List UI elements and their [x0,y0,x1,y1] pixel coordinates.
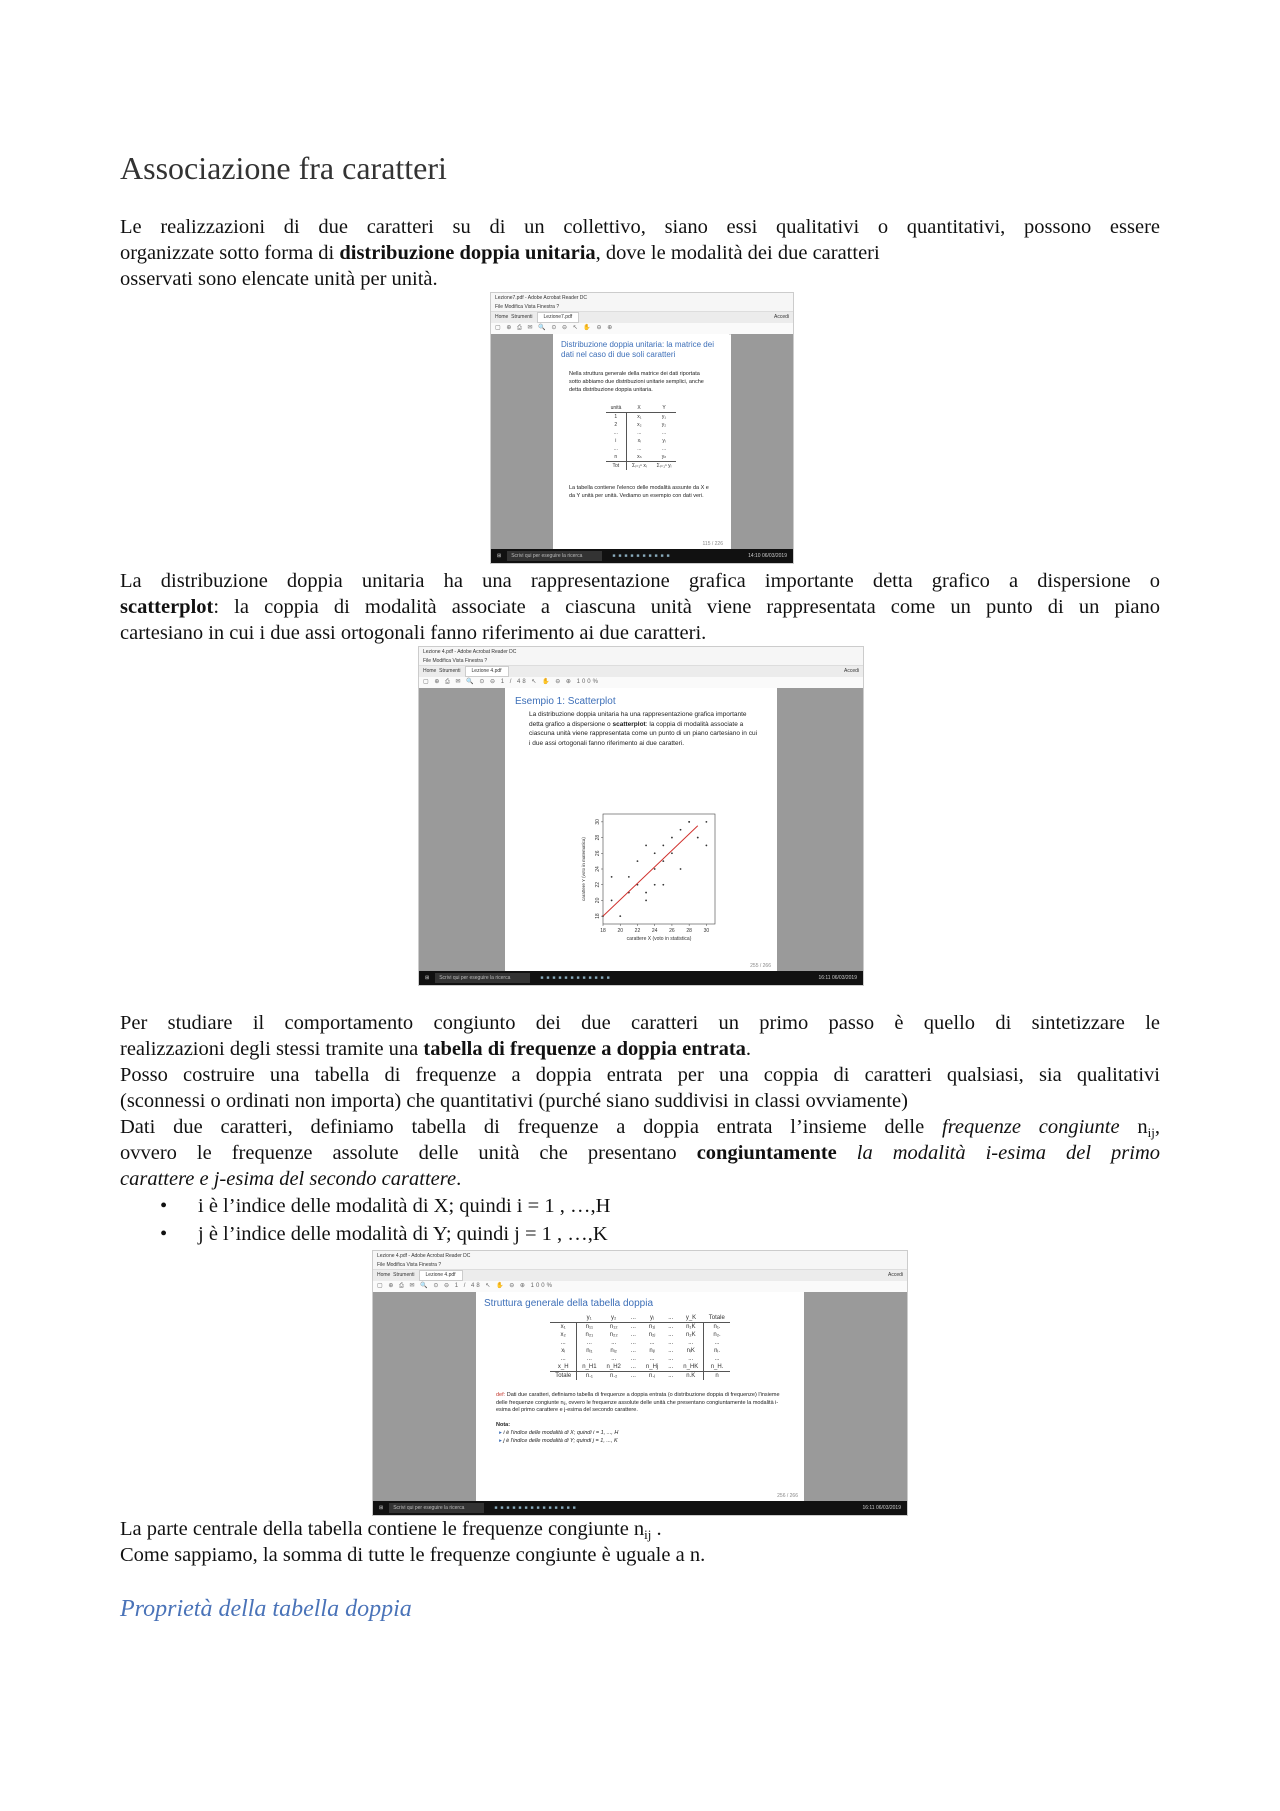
tab-document: Lezione 4.pdf [465,666,509,677]
taskbar-search: Scrivi qui per eseguire la ricerca [507,551,602,561]
cell: nᵢ₁ [586,1348,593,1354]
list-item [160,1192,610,1220]
cell: ... [606,445,627,453]
table-row [550,1355,730,1363]
y-tick-label: 18 [595,913,601,919]
bold-term: tabella di frequenze a doppia entrata [423,1038,746,1060]
scatter-point [654,852,656,854]
cell: x₂ [550,1331,577,1339]
cell: n₁K [678,1323,704,1332]
cell: ... [714,1356,720,1362]
tab-bar [491,311,793,323]
cell: n.K [678,1372,704,1381]
col-header [550,1314,577,1323]
col-header: ... [626,1314,641,1323]
x-tick-label: 20 [617,928,624,934]
note-label: Nota: [496,1421,511,1428]
side-panel-right [731,334,793,549]
cell: Σᵢ₌₁ⁿ yᵢ [652,462,677,471]
cell: n [606,453,627,462]
cell: ... [611,1356,617,1362]
col-header: Y [652,404,677,413]
side-panel-right [804,1292,907,1501]
scatter-point [645,900,647,902]
taskbar-search: Scrivi qui per eseguire la ricerca [389,1503,484,1513]
triangle-bullet-icon: ▸ [499,1437,502,1444]
page-number: 256 / 266 [777,1493,798,1499]
col-header: y₁ [577,1314,602,1323]
x-tick-label: 28 [686,928,692,934]
table-row [550,1331,730,1339]
taskbar-app-icons: ■■■■■■■■■■■■■■ [494,1505,579,1511]
clock: 16:11 06/03/2019 [818,975,857,981]
cell: n₂₂ [609,1332,618,1338]
cell: ... [550,1339,577,1347]
scatter-point [662,884,664,886]
taskbar-search: Scrivi qui per eseguire la ricerca [435,973,530,983]
col-header: unità [606,404,627,413]
table-row [550,1323,730,1332]
side-panel-left [491,334,553,549]
table-row [550,1347,730,1355]
cell: n.₁ [577,1372,602,1381]
window-title: Lezione 4.pdf - Adobe Acrobat Reader DC [373,1251,907,1261]
toolbar: ▢ ⊕ ⎙ ✉ 🔍 ⊙ ⊖ 1 / 48 ↖ ✋ ⊖ ⊕ 100% [373,1281,907,1293]
cell: ... [663,1372,678,1381]
scatter-point [645,845,647,847]
bold-term: congiuntamente [696,1142,837,1164]
cell: i [606,437,627,445]
x-tick-label: 26 [669,928,675,934]
cell: ... [668,1332,674,1338]
cell: ... [630,1348,636,1354]
scatter-point [637,860,639,862]
cell: ... [678,1355,704,1363]
x-tick-label: 30 [703,928,710,934]
cell: n₂K [678,1331,704,1339]
cell: nᵢⱼ [649,1348,655,1354]
double-entry-table [550,1314,730,1380]
x-tick-label: 22 [634,928,641,934]
text-run: La parte centrale della tabella contiene le frequenze congiunte n [120,1518,645,1540]
cell: Totale [550,1372,577,1381]
col-header: X [626,404,651,413]
cell: ... [678,1339,704,1347]
cell: ... [714,1340,720,1346]
window-title: Lezione 4.pdf - Adobe Acrobat Reader DC [419,647,863,657]
text-run: ovvero le frequenze assolute delle unità che presentano [120,1142,697,1164]
menu-bar: File Modifica Vista Finestra ? [491,303,793,311]
note-item: j è l'indice delle modalità di Y; quindi j = 1, ..., K [503,1437,618,1444]
bullet-mark: • [160,1223,168,1245]
cell: ... [668,1356,674,1362]
cell: ... [606,429,627,437]
text-line: osservati sono elencate unità per unità. [120,268,438,290]
cell: ... [630,1364,636,1370]
cell: n₂₁ [585,1332,594,1338]
taskbar [373,1501,907,1515]
triangle-bullet-icon: ▸ [499,1429,502,1436]
cell: ... [661,446,667,452]
def-label: def: [496,1392,506,1398]
clock: 14:10 06/03/2019 [748,553,787,559]
text-run: La distribuzione doppia unitaria ha una rappresentazione grafica importante detta grafico a dispersione o [529,711,747,728]
cell: yₙ [661,454,667,460]
text-run: . [456,1168,462,1190]
tab-document: Lezione 4.pdf [419,1270,463,1281]
y-tick-label: 26 [595,850,601,857]
cell: Σᵢ₌₁ⁿ xᵢ [626,462,651,471]
toolbar: ▢ ⊕ ⎙ ✉ 🔍 ⊙ ⊖ ↖ ✋ ⊖ ⊕ [491,323,793,335]
text-run: Dati due caratteri, definiamo tabella di frequenze a doppia entrata l’insieme delle [120,1116,942,1138]
cell: ... [630,1324,636,1330]
col-header: y_K [678,1314,704,1323]
x-tick-label: 24 [651,928,658,934]
col-header: Totale [704,1314,730,1323]
cell: ... [630,1356,636,1362]
scatter-point [611,900,613,902]
tab-home: Home [377,1272,391,1278]
page-number: 115 / 226 [702,541,723,547]
cell: n.₂ [602,1372,626,1381]
cell: ... [550,1355,577,1363]
text-line: (sconnessi o ordinati non importa) che quantitativi (purché siano suddivisi in classi ovviamente) [120,1090,908,1112]
x-axis-label: carattere X (voto in statistica) [626,936,692,942]
scatter-point [705,845,707,847]
slide [505,688,777,971]
side-panel-left [419,688,505,971]
tab-tools: Strumenti [511,314,533,320]
list-item [160,1220,610,1248]
italic-term: frequenze congiunte [942,1116,1120,1138]
text-line [120,1166,1160,1192]
clock: 16:11 06/03/2019 [862,1505,901,1511]
slide-title: Struttura generale della tabella doppia [484,1298,654,1309]
scatter-chart [575,806,725,956]
scatter-point [680,829,682,831]
note [496,1421,786,1445]
cell: ... [626,1372,641,1381]
text-run: , [1154,1116,1160,1138]
section-heading: Proprietà della tabella doppia [120,1596,412,1622]
scatter-point [688,821,690,823]
cell: ... [637,430,642,436]
cell: 1 [606,413,627,422]
scatter-point [662,860,664,862]
bold-term: scatterplot [120,596,214,618]
slide [476,1292,804,1501]
col-header: yⱼ [641,1314,663,1323]
scatter-point [671,837,673,839]
list-item-text: i è l’indice delle modalità di X; quindi i = 1 , …,H [198,1195,611,1217]
table-body [550,1323,730,1381]
y-tick-label: 20 [595,897,601,904]
scatter-point [654,868,656,870]
taskbar [419,971,863,985]
slide-title: Distribuzione doppia unitaria: la matrice dei dati nel caso di due soli caratteri [561,340,714,359]
slide-text: La tabella contiene l'elenco delle modalità assunte da X e da Y unità per unità. Vediamo un esempio con dati veri. [569,485,709,499]
tab-document: Lezione7.pdf [537,312,580,323]
text-line [120,1036,1160,1062]
trend-line [603,826,698,916]
cell: n_HK [678,1363,704,1372]
cell: n₁₁ [585,1324,594,1330]
side-panel-right [777,688,863,971]
cell: x₁ [637,414,642,420]
cell: n_H2 [606,1364,621,1370]
y-tick-label: 22 [595,881,601,888]
text-run: . [651,1518,662,1540]
plot-frame [603,814,715,924]
screenshot-double-table [372,1250,908,1516]
cell: ... [611,1340,617,1346]
bullet-mark: • [160,1195,168,1217]
closing-paragraph [120,1516,1160,1568]
cell: ... [668,1364,674,1370]
text-line: Posso costruire una tabella di frequenze a doppia entrata per una coppia di caratteri qualsiasi, sia qualitativi [120,1064,1160,1086]
bullet-list [160,1192,610,1248]
cell: x₂ [637,422,642,428]
cell: 2 [606,421,627,429]
taskbar-app-icons: ■■■■■■■■■■ [612,553,673,559]
slide-text [529,710,757,748]
text-run: , dove le modalità dei due caratteri [595,242,880,264]
list-item-text: j è l’indice delle modalità di Y; quindi j = 1 , …,K [198,1223,608,1245]
cell: n₂. [713,1332,721,1338]
y-tick-label: 24 [595,866,601,872]
x-tick-label: 18 [600,928,606,934]
page-number: 255 / 266 [750,963,771,969]
scatter-point [671,852,673,854]
cell: y₂ [661,422,667,428]
page-title: Associazione fra caratteri [120,150,447,186]
col-header: ... [663,1314,678,1323]
cell: n₁. [713,1324,721,1330]
tab-bar [373,1269,907,1281]
italic-term: la modalità i-esima del primo [836,1142,1160,1164]
tab-tools: Strumenti [439,668,461,674]
text-run: organizzate sotto forma di [120,242,340,264]
taskbar [491,549,793,563]
windows-icon: ⊞ [425,975,430,981]
cell: yᵢ [662,438,666,444]
table-row [550,1372,730,1381]
y-tick-label: 30 [595,819,601,825]
text-run: : la coppia di modalità associate a ciascuna unità viene rappresentata come un punto di un piano cartesiano in cui i due assi ortogonali fanno riferimento ai due caratteri. [529,720,758,747]
cell: n [704,1372,730,1381]
cell: ... [649,1340,655,1346]
side-panel-left [373,1292,476,1501]
text-line [120,1114,1160,1140]
text-line: La distribuzione doppia unitaria ha una rappresentazione grafica importante detta grafico a dispersione o [120,570,1160,592]
cell: xₙ [637,454,642,460]
subscript: ij [1147,1125,1155,1140]
slide [553,334,729,549]
cell: xᵢ [637,438,641,444]
text-run: . [745,1038,752,1060]
scatter-point [662,845,664,847]
scatter-point [654,884,656,886]
cell: y₁ [661,414,667,420]
text-run: : la coppia di modalità associate a ciascuna unità viene rappresentata come un punto di un piano [213,596,1160,618]
text-line [120,594,1160,620]
scatter-point [611,876,613,878]
slide-title: Esempio 1: Scatterplot [515,696,616,707]
cell: n_Hj [645,1364,659,1370]
cell: xᵢ [550,1347,577,1355]
scatter-point [619,915,621,917]
cell: Tot [606,462,627,471]
table-row [550,1339,730,1347]
taskbar-app-icons: ■■■■■■■■■■■■ [540,975,613,981]
bold-term: distribuzione doppia unitaria [339,242,596,264]
text-run: realizzazioni degli stessi tramite una [120,1038,424,1060]
signin-link: Accedi [887,1272,903,1278]
text-line [120,1140,1160,1166]
cell: n₂ⱼ [648,1332,656,1338]
tab-tools: Strumenti [393,1272,415,1278]
text-line [120,1516,1160,1542]
scatter-point [697,837,699,839]
signin-link: Accedi [843,668,859,674]
cell: n_H1 [582,1364,597,1370]
def-text: Dati due caratteri, definiamo tabella di frequenze a doppia entrata (o distribuzione doppia di frequenze) l'insieme delle frequenze congiunte nᵢⱼ, ovvero le frequenze assolute delle unità che presentano congiuntamente la modalità i-esima del primo carattere e j-esima del secondo carattere. [496,1392,780,1413]
text-line: Le realizzazioni di due caratteri su di un collettivo, siano essi qualitativi o quantitativi, possono essere [120,216,1160,238]
cell: ... [668,1340,674,1346]
text-run: n [1119,1116,1148,1138]
subscript: ij [644,1527,652,1542]
cell: ... [586,1340,592,1346]
cell: n.ⱼ [641,1372,663,1381]
text-line: Come sappiamo, la somma di tutte le frequenze congiunte è uguale a n. [120,1544,706,1566]
cell: ... [661,430,667,436]
cell: ... [668,1348,674,1354]
frequency-paragraph [120,1010,1160,1192]
scatter-paragraph [120,568,1160,646]
y-tick-label: 28 [595,834,601,841]
cell: nᵢ₂ [610,1348,618,1354]
bold-term: scatterplot [612,720,646,728]
cell: ... [586,1356,592,1362]
menu-bar: File Modifica Vista Finestra ? [373,1261,907,1269]
screenshot-scatterplot [418,646,864,986]
text-line: cartesiano in cui i due assi ortogonali fanno riferimento ai due caratteri. [120,622,707,644]
cell: nᵢK [678,1347,704,1355]
y-axis-label: carattere Y (voto in matematica) [581,837,586,901]
cell: ... [630,1332,636,1338]
cell: x₁ [550,1323,577,1332]
cell: ... [630,1340,636,1346]
text-line: Per studiare il comportamento congiunto dei due caratteri un primo passo è quello di sintetizzare le [120,1012,1160,1034]
scatter-point [645,892,647,894]
cell: ... [637,446,642,452]
cell: n₁₂ [609,1324,618,1330]
intro-paragraph [120,214,1160,292]
note-item: i è l'indice delle modalità di X; quindi i = 1, ..., H [503,1429,619,1436]
tab-home: Home [495,314,509,320]
text-line [120,240,1160,266]
windows-icon: ⊞ [497,553,502,559]
unit-table [606,404,677,470]
definition [496,1392,786,1415]
scatter-point [705,821,707,823]
cell: nᵢ. [714,1348,721,1354]
cell: n₁ⱼ [648,1324,656,1330]
col-header: y₂ [602,1314,626,1323]
italic-term: carattere e j-esima del secondo carattere [120,1168,457,1190]
scatter-point [680,868,682,870]
table-row [550,1363,730,1372]
menu-bar: File Modifica Vista Finestra ? [419,657,863,665]
cell: ... [649,1356,655,1362]
tab-bar [419,665,863,677]
toolbar: ▢ ⊕ ⎙ ✉ 🔍 ⊙ ⊖ 1 / 48 ↖ ✋ ⊖ ⊕ 100% [419,677,863,689]
screenshot-matrix [490,292,794,564]
cell: x_H [550,1363,577,1372]
window-title: Lezione7.pdf - Adobe Acrobat Reader DC [491,293,793,303]
cell: n_H. [710,1364,724,1370]
slide-text: Nella struttura generale della matrice dei dati riportata sotto abbiamo due distribuzioni unitarie semplici, anche detta distribuzione doppia unitaria. [569,371,704,393]
scatter-point [628,876,630,878]
windows-icon: ⊞ [379,1505,384,1511]
signin-link: Accedi [773,314,789,320]
tab-home: Home [423,668,437,674]
cell: ... [668,1324,674,1330]
